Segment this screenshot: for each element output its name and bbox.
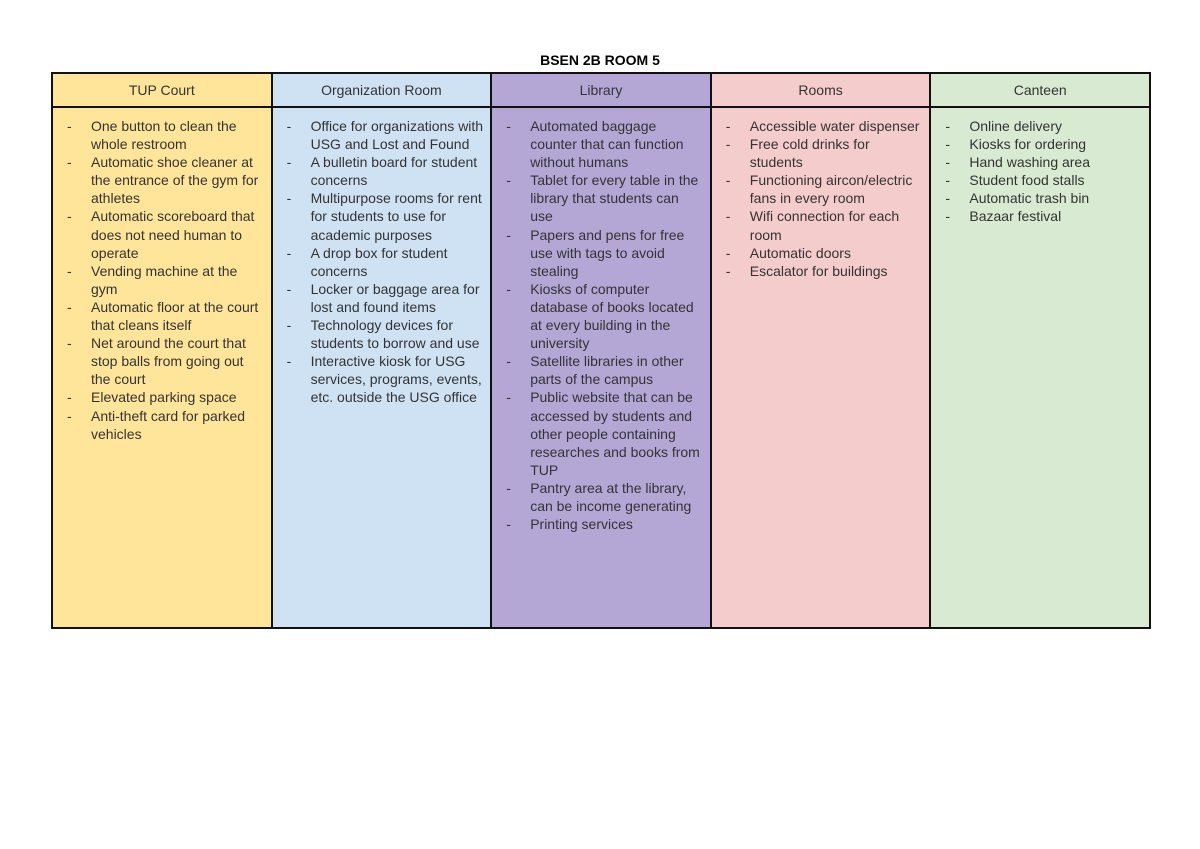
list-item: - Kiosks for ordering bbox=[969, 135, 1143, 153]
list-item: - Escalator for buildings bbox=[750, 262, 924, 280]
column-cell-organization-room bbox=[272, 107, 492, 628]
list-item: - Functioning aircon/electric fans in every room bbox=[750, 171, 924, 207]
document-title: BSEN 2B ROOM 5 bbox=[540, 52, 660, 68]
list-item: - Automatic scoreboard that does not need human to operate bbox=[91, 207, 265, 261]
list-item: - Vending machine at the gym bbox=[91, 262, 265, 298]
column-header-rooms: Rooms bbox=[711, 73, 931, 107]
list-item: - Net around the court that stop balls from going out the court bbox=[91, 334, 265, 388]
header-row bbox=[52, 73, 1150, 107]
list-item: - Automatic shoe cleaner at the entrance of the gym for athletes bbox=[91, 153, 265, 207]
list-item: - Satellite libraries in other parts of the campus bbox=[530, 352, 704, 388]
content-row bbox=[52, 107, 1150, 628]
list-item: - Kiosks of computer database of books located at every building in the university bbox=[530, 280, 704, 352]
column-header-library: Library bbox=[491, 73, 711, 107]
list-item: - Printing services bbox=[530, 515, 704, 533]
list-item: - A drop box for student concerns bbox=[311, 244, 485, 280]
list-item: - Pantry area at the library, can be income generating bbox=[530, 479, 704, 515]
list-item: - Technology devices for students to borrow and use bbox=[311, 316, 485, 352]
list-item: - Anti-theft card for parked vehicles bbox=[91, 407, 265, 443]
list-item: - Wifi connection for each room bbox=[750, 207, 924, 243]
list-item: - Automated baggage counter that can function without humans bbox=[530, 117, 704, 171]
column-cell-tup-court bbox=[52, 107, 272, 628]
ideas-table bbox=[51, 72, 1151, 629]
column-cell-rooms bbox=[711, 107, 931, 628]
list-item: - One button to clean the whole restroom bbox=[91, 117, 265, 153]
column-header-canteen: Canteen bbox=[930, 73, 1150, 107]
list-item: - Automatic doors bbox=[750, 244, 924, 262]
list-item: - Office for organizations with USG and Lost and Found bbox=[311, 117, 485, 153]
list-item: - Bazaar festival bbox=[969, 207, 1143, 225]
list-item: - Student food stalls bbox=[969, 171, 1143, 189]
list-item: - Interactive kiosk for USG services, programs, events, etc. outside the USG office bbox=[311, 352, 485, 406]
list-item: - Automatic trash bin bbox=[969, 189, 1143, 207]
column-cell-library bbox=[491, 107, 711, 628]
list-item: - Papers and pens for free use with tags to avoid stealing bbox=[530, 226, 704, 280]
list-item: - Public website that can be accessed by students and other people containing researches and books from TUP bbox=[530, 388, 704, 478]
column-cell-canteen bbox=[930, 107, 1150, 628]
column-header-tup-court: TUP Court bbox=[52, 73, 272, 107]
column-header-organization-room: Organization Room bbox=[272, 73, 492, 107]
list-item: - Online delivery bbox=[969, 117, 1143, 135]
list-item: - Free cold drinks for students bbox=[750, 135, 924, 171]
list-item: - Tablet for every table in the library that students can use bbox=[530, 171, 704, 225]
list-item: - A bulletin board for student concerns bbox=[311, 153, 485, 189]
list-item: - Elevated parking space bbox=[91, 388, 265, 406]
list-item: - Accessible water dispenser bbox=[750, 117, 924, 135]
list-item: - Automatic floor at the court that cleans itself bbox=[91, 298, 265, 334]
canteen-list bbox=[931, 108, 1149, 226]
list-item: - Locker or baggage area for lost and found items bbox=[311, 280, 485, 316]
list-item: - Multipurpose rooms for rent for students to use for academic purposes bbox=[311, 189, 485, 243]
organization-room-list bbox=[273, 108, 491, 407]
tup-court-list bbox=[53, 108, 271, 443]
library-list bbox=[492, 108, 710, 533]
list-item: - Hand washing area bbox=[969, 153, 1143, 171]
rooms-list bbox=[712, 108, 930, 280]
